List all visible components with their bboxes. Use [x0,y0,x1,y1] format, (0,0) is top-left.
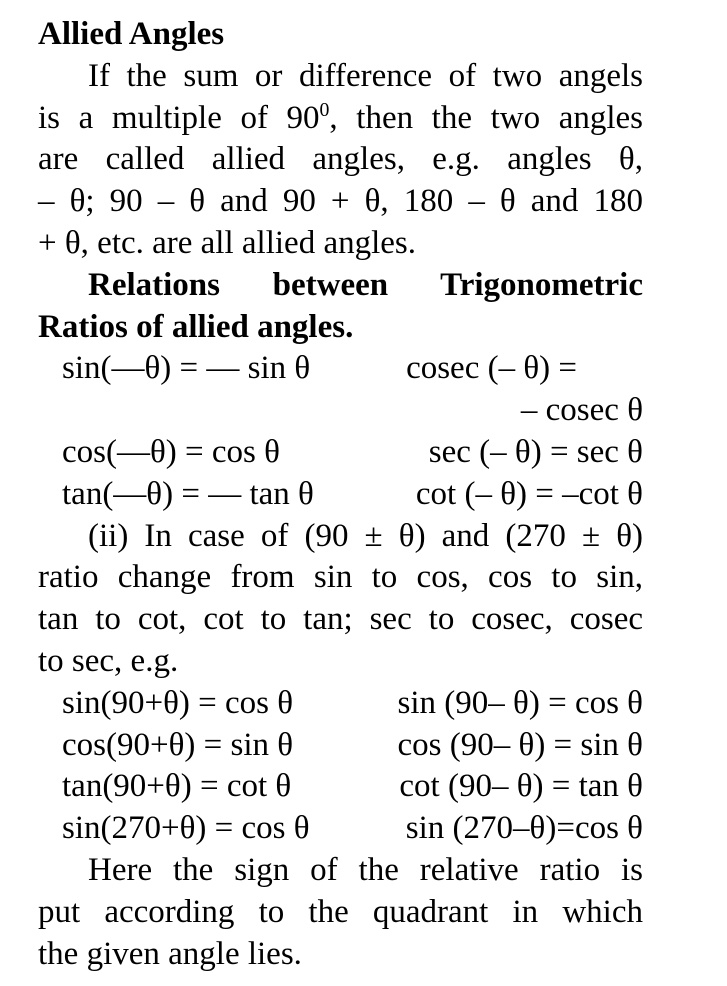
relation-row [38,432,643,474]
example-left: sin(270+θ) = cos θ [62,810,310,847]
example-right: sin (270–θ)=cos θ [405,810,643,847]
case-ii-line-2: ratio change from sin to cos, cos to sin, [38,559,643,596]
intro-line-1: If the sum or difference of two angels [88,57,643,94]
relation-left: cos(—θ) = cos θ [62,433,280,470]
example-right: cos (90– θ) = sin θ [397,726,643,763]
relation-right: cosec (– θ) = [406,350,577,387]
example-row [38,808,643,850]
case-ii-line-4: to sec, e.g. [38,642,179,679]
relation-row [38,474,643,516]
example-right: sin (90– θ) = cos θ [397,684,643,721]
note-line-3: the given angle lies. [38,935,302,972]
example-left: tan(90+θ) = cot θ [62,768,292,805]
degree-superscript: 0 [319,98,330,121]
case-ii-line-1: (ii) In case of (90 ± θ) and (270 ± θ) [88,517,643,554]
example-right: cot (90– θ) = tan θ [399,768,643,805]
relation-right: cot (– θ) = –cot θ [415,475,643,512]
intro-text-b: , then the two angles [329,99,643,136]
intro-line-5: + θ, etc. are all allied angles. [38,224,417,261]
case-ii-line-3: tan to cot, cot to tan; sec to cosec, cosec [38,601,643,638]
relation-row [38,348,643,390]
subheading-line-2: Ratios of allied angles. [38,308,354,345]
example-left: sin(90+θ) = cos θ [62,684,294,721]
example-row [38,683,643,725]
intro-line-2 [38,98,643,140]
relation-right-continued: – cosec θ [520,392,643,429]
relation-row [38,390,643,432]
intro-line-4: – θ; 90 – θ and 90 + θ, 180 – θ and 180 [38,183,643,220]
intro-text-a: is a multiple of 90 [38,99,320,136]
relation-right: sec (– θ) = sec θ [428,433,643,470]
section-title: Allied Angles [38,16,225,52]
subheading-line-1: Relations between Trigonometric [88,266,643,303]
note-line-1: Here the sign of the relative ratio is [88,851,643,888]
relation-left: tan(—θ) = — tan θ [62,475,314,512]
example-left: cos(90+θ) = sin θ [62,726,294,763]
note-line-2: put according to the quadrant in which [38,893,643,930]
example-row [38,725,643,767]
example-row [38,766,643,808]
relation-left: sin(—θ) = — sin θ [62,350,311,387]
intro-line-3: are called allied angles, e.g. angles θ, [38,141,643,178]
